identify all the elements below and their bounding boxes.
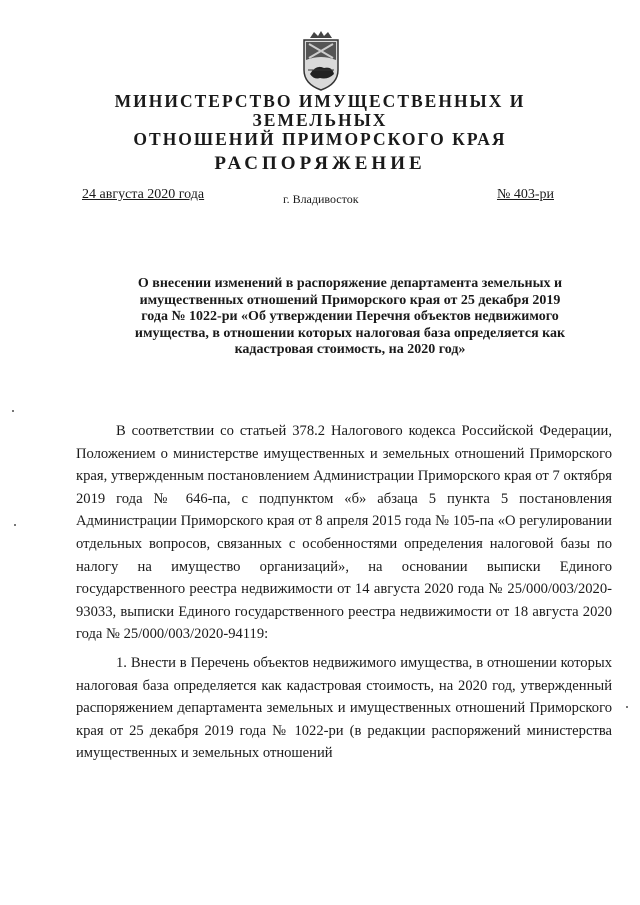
document-number: № 403-ри <box>496 187 554 202</box>
document-title: О внесении изменений в распоряжение департамента земельных и имущественных отношений Приморского края от 25 декабря 2019 года № 1022-ри «Об утверждении Перечня объектов недвижимого имущества, в отношении которых налоговая база определяется как кадастровая стоимость, на 2020 год» <box>134 276 566 357</box>
document-type: РАСПОРЯЖЕНИЕ <box>214 153 426 174</box>
ministry-line-2: ОТНОШЕНИЙ ПРИМОРСКОГО КРАЯ <box>133 129 507 149</box>
coat-of-arms-icon <box>296 30 346 92</box>
body-paragraph-1: В соответствии со статьей 378.2 Налогового кодекса Российской Федерации, Положением о министерстве имущественных и земельных отношений Приморского края, утвержденным постановлением Администрации Приморского края от 7 октября 2019 года № 646-па, с подпунктом «б» абзаца 5 пункта 5 постановления Администрации Приморского края от 8 апреля 2015 года № 105-па «О регулировании отдельных вопросов, связанных с особенностями определения налоговой базы по налогу на имущество организаций», на основании выписки Единого государственного реестра недвижимости от 14 августа 2020 года № 25/000/003/2020-93033, выписки Единого государственного реестра недвижимости от 18 августа 2020 года № 25/000/003/2020-94119: <box>76 423 612 643</box>
ministry-line-1: МИНИСТЕРСТВО ИМУЩЕСТВЕННЫХ И ЗЕМЕЛЬНЫХ <box>114 91 526 130</box>
body-paragraph-2: 1. Внести в Перечень объектов недвижимого имущества, в отношении которых налоговая база определяется как кадастровая стоимость, на 2020 год, утвержденный распоряжением департамента земельных и имущественных отношений Приморского края от 25 декабря 2019 года № 1022-ри (в редакции распоряжений министерства имущественных и земельных отношений <box>76 654 612 762</box>
scan-artifact <box>14 524 16 526</box>
document-date: 24 августа 2020 года <box>82 187 205 202</box>
scan-artifact <box>626 706 628 708</box>
ministry-name <box>60 92 580 149</box>
document-city: г. Владивосток <box>283 192 359 206</box>
scan-artifact <box>12 410 14 412</box>
document-body <box>76 420 612 771</box>
